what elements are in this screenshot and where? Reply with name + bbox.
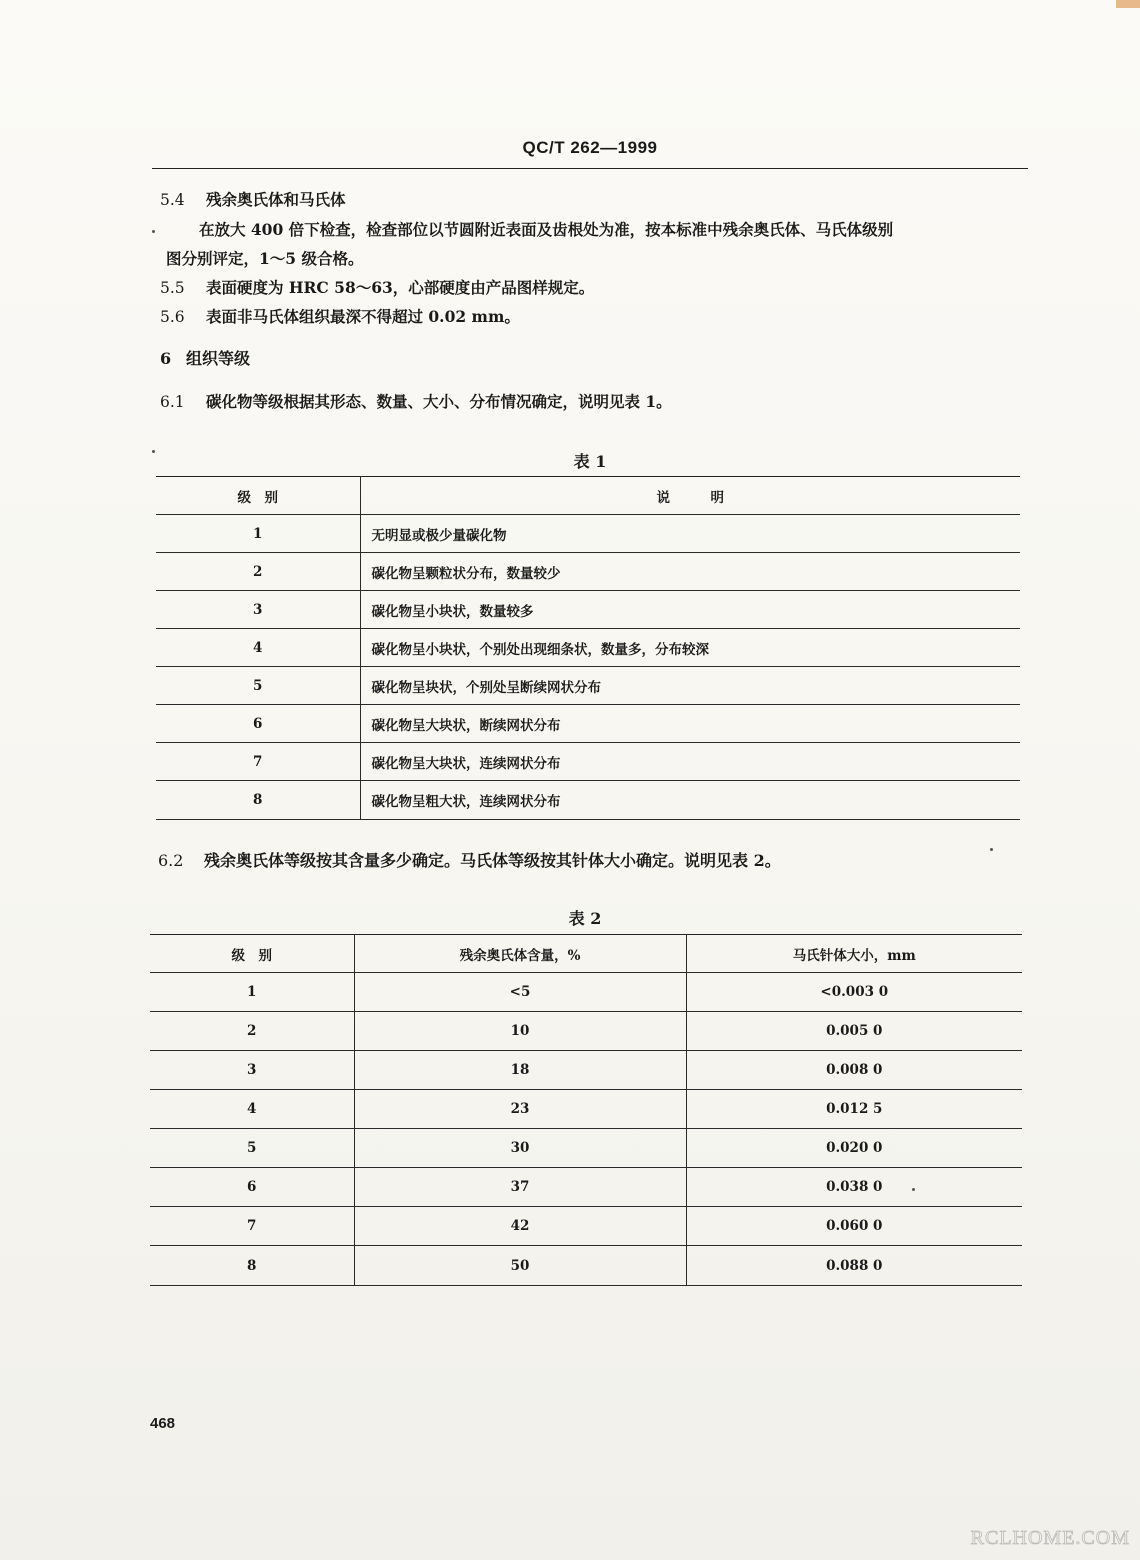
section-6-heading: 6 组织等级	[160, 349, 251, 368]
table-row: 4 23 0.012 5	[150, 1090, 1022, 1129]
section-5-4-body-line2: 图分别评定，1～5 级合格。	[166, 249, 364, 268]
table-row: 1 <5 <0.003 0	[150, 973, 1022, 1012]
standard-header: QC/T 262—1999	[522, 138, 658, 157]
table-row: 5 碳化物呈块状，个别处呈断续网状分布	[156, 667, 1020, 705]
table-row: 8 50 0.088 0	[150, 1246, 1022, 1286]
table-row: 3 碳化物呈小块状，数量较多	[156, 591, 1020, 629]
table2-header-martensite: 马氏针体大小，mm	[686, 935, 1022, 973]
scan-speck	[152, 230, 155, 233]
section-6-1: 6.1 碳化物等级根据其形态、数量、大小、分布情况确定，说明见表 1。	[160, 392, 672, 411]
table2-header-grade: 级 别	[150, 935, 354, 973]
table-row: 2 碳化物呈颗粒状分布，数量较少	[156, 553, 1020, 591]
table-row: 6 37 0.038 0	[150, 1168, 1022, 1207]
scan-speck	[912, 1188, 915, 1191]
table1-header-row	[156, 477, 1020, 515]
table2-header-austenite: 残余奥氏体含量，%	[354, 935, 686, 973]
scan-speck	[152, 450, 155, 453]
section-5-5: 5.5 表面硬度为 HRC 58～63，心部硬度由产品图样规定。	[160, 278, 595, 297]
table-row: 5 30 0.020 0	[150, 1129, 1022, 1168]
section-5-4-body-line1: 在放大 400 倍下检查，检查部位以节圆附近表面及齿根处为准，按本标准中残余奥氏体、马氏体级别	[199, 220, 894, 239]
page-number: 468	[150, 1415, 176, 1432]
table-row: 6 碳化物呈大块状，断续网状分布	[156, 705, 1020, 743]
table2-caption: 表 2	[568, 909, 602, 928]
table2	[150, 934, 1022, 1286]
table-row: 3 18 0.008 0	[150, 1051, 1022, 1090]
table-row: 7 碳化物呈大块状，连续网状分布	[156, 743, 1020, 781]
table-row: 1 无明显或极少量碳化物	[156, 515, 1020, 553]
table-row: 8 碳化物呈粗大状，连续网状分布	[156, 781, 1020, 820]
scan-speck	[990, 848, 993, 851]
header-rule	[152, 168, 1028, 169]
section-5-4-heading: 5.4 残余奥氏体和马氏体	[160, 190, 346, 209]
table1-header-description: 说 明	[360, 477, 1020, 515]
table1-caption: 表 1	[573, 452, 607, 471]
table2-header-row	[150, 935, 1022, 973]
table-row: 4 碳化物呈小块状，个别处出现细条状，数量多，分布较深	[156, 629, 1020, 667]
table-row: 2 10 0.005 0	[150, 1012, 1022, 1051]
section-6-2: 6.2 残余奥氏体等级按其含量多少确定。马氏体等级按其针体大小确定。说明见表 2。	[158, 851, 781, 870]
table1-header-grade: 级 别	[156, 477, 360, 515]
watermark-logo: RCLHOME.COM	[970, 1527, 1130, 1549]
table1	[156, 476, 1020, 820]
scan-corner-mark	[1116, 0, 1140, 8]
section-5-6: 5.6 表面非马氏体组织最深不得超过 0.02 mm。	[160, 307, 520, 326]
table-row: 7 42 0.060 0	[150, 1207, 1022, 1246]
